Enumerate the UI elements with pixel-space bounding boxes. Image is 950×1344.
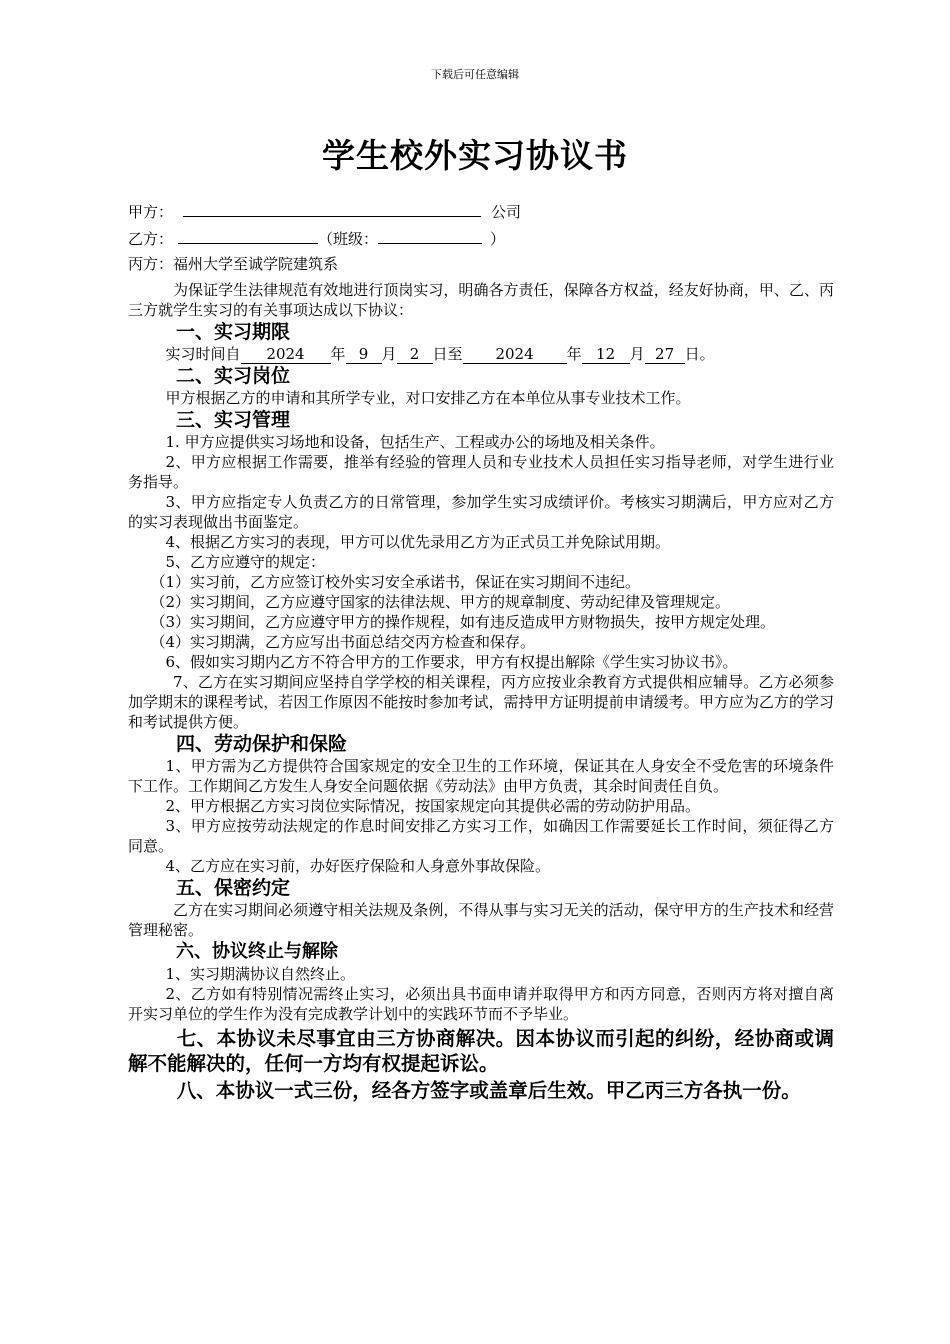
section-6-heading: 六、协议终止与解除 [176, 941, 338, 962]
class-close: ） [490, 230, 506, 248]
class-open: （班级： [318, 230, 379, 248]
document-title: 学生校外实习协议书 [322, 136, 628, 175]
s3-item-5b: （2）实习期间，乙方应遵守国家的法律法规、甲方的规章制度、劳动纪律及管理规定。 [150, 593, 731, 611]
internship-period-line [128, 344, 834, 364]
section-8-text: 八、本协议一式三份，经各方签字或盖章后生效。甲乙丙三方各执一份。 [176, 1079, 801, 1102]
section-3-heading: 三、实习管理 [176, 409, 291, 431]
s4-item-2: 2、甲方根据乙方实习岗位实际情况，按国家规定向其提供必需的劳动防护用品。 [165, 797, 701, 815]
header-note: 下载后可任意编辑 [431, 68, 519, 81]
section-2-heading: 二、实习岗位 [176, 365, 291, 387]
month-label-2: 月 [629, 345, 645, 363]
party-a-suffix: 公司 [491, 203, 522, 221]
s3-item-4: 4、根据乙方实习的表现，甲方可以优先录用乙方为正式员工并免除试用期。 [165, 533, 671, 551]
section-2-text: 甲方根据乙方的申请和其所学专业，对口安排乙方在本单位从事专业技术工作。 [165, 389, 691, 407]
intro-paragraph: 为保证学生法律规范有效地进行顶岗实习，明确各方责任，保障各方权益，经友好协商，甲、乙、丙三方就学生实习的有关事项达成以下协议： [128, 281, 834, 319]
s3-item-1: 1. 甲方应提供实习场地和设备，包括生产、工程或办公的场地及相关条件。 [165, 433, 665, 451]
party-a-line [128, 200, 834, 227]
s3-item-5c: （3）实习期间，乙方应遵守甲方的操作规程，如有违反造成甲方财物损失，按甲方规定处理。 [150, 613, 776, 631]
section-4-heading: 四、劳动保护和保险 [176, 733, 348, 755]
section-5-heading: 五、保密约定 [176, 877, 291, 899]
s3-item-3: 3、甲方应指定专人负责乙方的日常管理，参加学生实习成绩评价。考核实习期满后，甲方应对乙方的实习表现做出书面鉴定。 [128, 493, 834, 531]
end-month: 12 [582, 345, 630, 364]
party-c-line: 丙方：福州大学至诚学院建筑系 [128, 255, 339, 273]
section-5-text: 乙方在实习期间必须遵守相关法规及条例，不得从事与实习无关的活动，保守甲方的生产技术和经营管理秘密。 [128, 901, 834, 939]
s4-item-4: 4、乙方应在实习前，办好医疗保险和人身意外事故保险。 [165, 857, 551, 875]
document-body [128, 200, 834, 1103]
year-label-2: 年 [566, 345, 582, 363]
party-a-blank [183, 200, 481, 217]
s3-item-7: 7、乙方在实习期间应坚持自学学校的相关课程，丙方应按业余教育方式提供相应辅导。乙方必须参加学期末的课程考试，若因工作原因不能按时参加考试，需持甲方证明提前申请缓考。甲方应为乙方的学习和考试提供方便。 [128, 673, 834, 731]
period-prefix: 实习时间自 [165, 345, 241, 363]
start-year: 2024 [241, 345, 331, 364]
start-day: 2 [397, 345, 433, 364]
s3-item-5: 5、乙方应遵守的规定： [165, 553, 326, 571]
start-month: 9 [346, 345, 382, 364]
year-label: 年 [330, 345, 346, 363]
to-label: 日至 [432, 345, 463, 363]
s3-item-6: 6、假如实习期内乙方不符合甲方的工作要求，甲方有权提出解除《学生实习协议书》。 [165, 653, 738, 671]
party-b-blank [178, 227, 318, 244]
end-year: 2024 [463, 345, 567, 364]
section-7-text: 七、本协议未尽事宜由三方协商解决。因本协议而引起的纠纷，经协商或调解不能解决的，任何一方均有权提起诉讼。 [128, 1027, 834, 1075]
s4-item-3: 3、甲方应按劳动法规定的作息时间安排乙方实习工作，如确因工作需要延长工作时间，须征得乙方同意。 [128, 817, 834, 855]
party-b-line [128, 227, 834, 254]
section-1-heading: 一、实习期限 [176, 321, 291, 343]
s3-item-2: 2、甲方应根据工作需要，推举有经验的管理人员和专业技术人员担任实习指导老师，对学生进行业务指导。 [128, 453, 834, 491]
end-day: 27 [645, 345, 685, 364]
s4-item-1: 1、甲方需为乙方提供符合国家规定的安全卫生的工作环境，保证其在人身安全不受危害的环境条件下工作。工作期间乙方发生人身安全问题依据《劳动法》由甲方负责，其余时间责任自负。 [128, 757, 834, 795]
month-label: 月 [381, 345, 397, 363]
s3-item-5d: （4）实习期满，乙方应写出书面总结交丙方检查和保存。 [150, 633, 536, 651]
s6-item-2: 2、乙方如有特别情况需终止实习，必须出具书面申请并取得甲方和丙方同意，否则丙方将对擅自离开实习单位的学生作为没有完成教学计划中的实践环节而不予毕业。 [128, 985, 834, 1023]
party-b-label: 乙方： [128, 230, 174, 248]
end-label: 日。 [684, 345, 715, 363]
s6-item-1: 1、实习期满协议自然终止。 [165, 965, 356, 983]
class-blank [378, 227, 482, 244]
s3-item-5a: （1）实习前，乙方应签订校外实习安全承诺书，保证在实习期间不违纪。 [150, 573, 641, 591]
party-a-label: 甲方： [128, 203, 174, 221]
